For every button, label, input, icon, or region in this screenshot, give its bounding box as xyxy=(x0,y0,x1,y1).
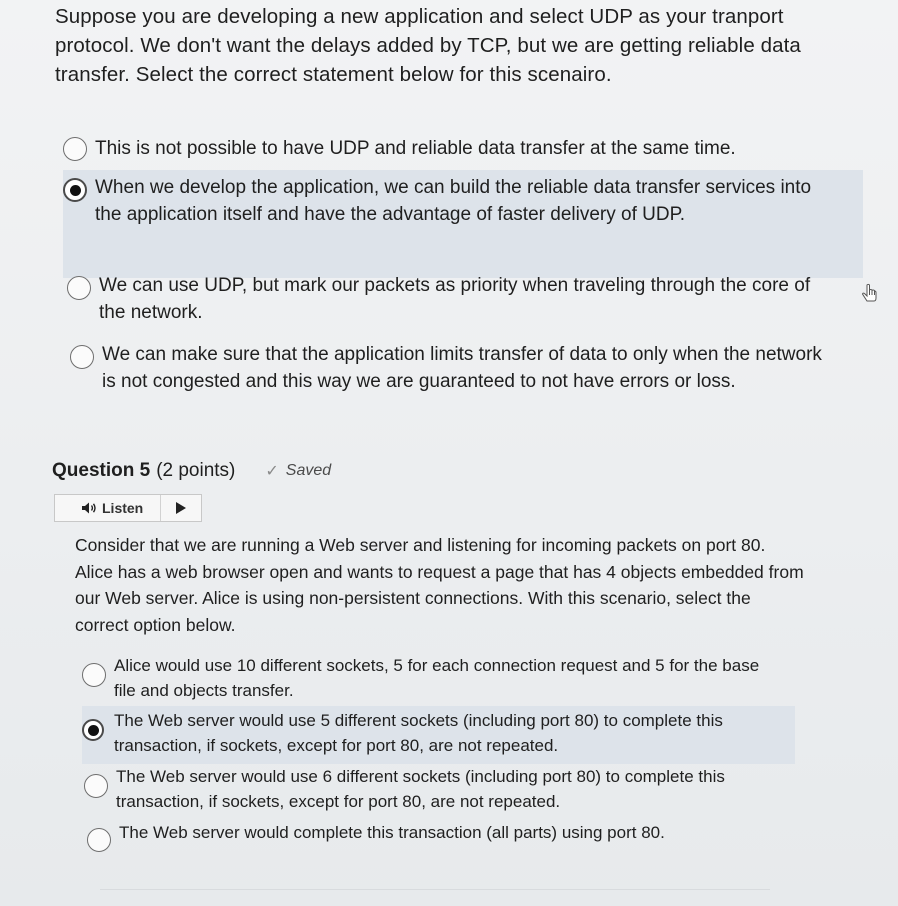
q4-option-2-radio[interactable] xyxy=(63,178,87,202)
question-5-title: Question 5 xyxy=(52,460,151,481)
mouse-cursor-icon xyxy=(861,283,879,305)
q5-option-1-label: Alice would use 10 different sockets, 5 for each connection request and 5 for the base file and objects transfer. xyxy=(114,656,760,700)
q5-option-4-radio[interactable] xyxy=(87,828,111,852)
q4-option-1-radio[interactable] xyxy=(63,137,87,161)
saved-label: Saved xyxy=(285,462,332,479)
q5-option-4-label: The Web server would complete this transaction (all parts) using port 80. xyxy=(119,823,665,842)
play-icon xyxy=(176,502,186,514)
q4-option-3-label: We can use UDP, but mark our packets as priority when traveling through the core of the network. xyxy=(99,275,811,323)
q4-option-4-radio[interactable] xyxy=(70,345,94,369)
q5-option-3[interactable] xyxy=(84,764,804,814)
q4-option-4-label: We can make sure that the application limits transfer of data to only when the network is not congested and this way we are guaranteed to not have errors or loss. xyxy=(102,344,822,392)
q5-option-3-label: The Web server would use 6 different sockets (including port 80) to complete this transaction, if sockets, except for port 80, are not repeated. xyxy=(116,767,725,811)
listen-button[interactable] xyxy=(55,495,161,521)
question-5-points: (2 points) xyxy=(156,460,236,481)
q5-option-4[interactable] xyxy=(87,820,807,852)
question-5-header xyxy=(52,460,331,482)
q4-option-1-label: This is not possible to have UDP and reliable data transfer at the same time. xyxy=(95,138,736,159)
speaker-icon xyxy=(81,501,98,515)
question-4-stem: Suppose you are developing a new application and select UDP as your tranport protocol. We don't want the delays added by TCP, but we are getting reliable data transfer. Select the correct statement below for this scenairo. xyxy=(55,5,801,86)
listen-label: Listen xyxy=(102,500,144,516)
question-5-stem: Consider that we are running a Web server and listening for incoming packets on port 80. Alice has a web browser open and wants to request a page that has 4 objects embedded from our Web server. Alice is using non-persistent connections. With this scenario, select the correct option below. xyxy=(75,535,804,635)
q5-option-1[interactable] xyxy=(82,653,802,703)
listen-widget xyxy=(54,494,202,522)
q5-option-2[interactable] xyxy=(82,706,795,764)
q4-option-3[interactable] xyxy=(67,272,837,326)
q4-option-1[interactable] xyxy=(63,132,853,165)
bottom-divider xyxy=(100,889,770,890)
checkmark-icon: ✓ xyxy=(265,463,279,480)
q4-option-3-radio[interactable] xyxy=(67,276,91,300)
q5-option-1-radio[interactable] xyxy=(82,663,106,687)
play-button[interactable] xyxy=(161,502,201,514)
q4-option-4[interactable] xyxy=(70,341,840,395)
q4-option-2-label: When we develop the application, we can build the reliable data transfer services into the application itself and have the advantage of faster delivery of UDP. xyxy=(95,177,812,225)
q5-option-2-label: The Web server would use 5 different sockets (including port 80) to complete this transaction, if sockets, except for port 80, are not repeated. xyxy=(114,711,723,755)
q4-option-2[interactable] xyxy=(63,170,863,278)
q5-option-3-radio[interactable] xyxy=(84,774,108,798)
q5-option-2-radio[interactable] xyxy=(82,719,104,741)
saved-status xyxy=(265,461,331,481)
